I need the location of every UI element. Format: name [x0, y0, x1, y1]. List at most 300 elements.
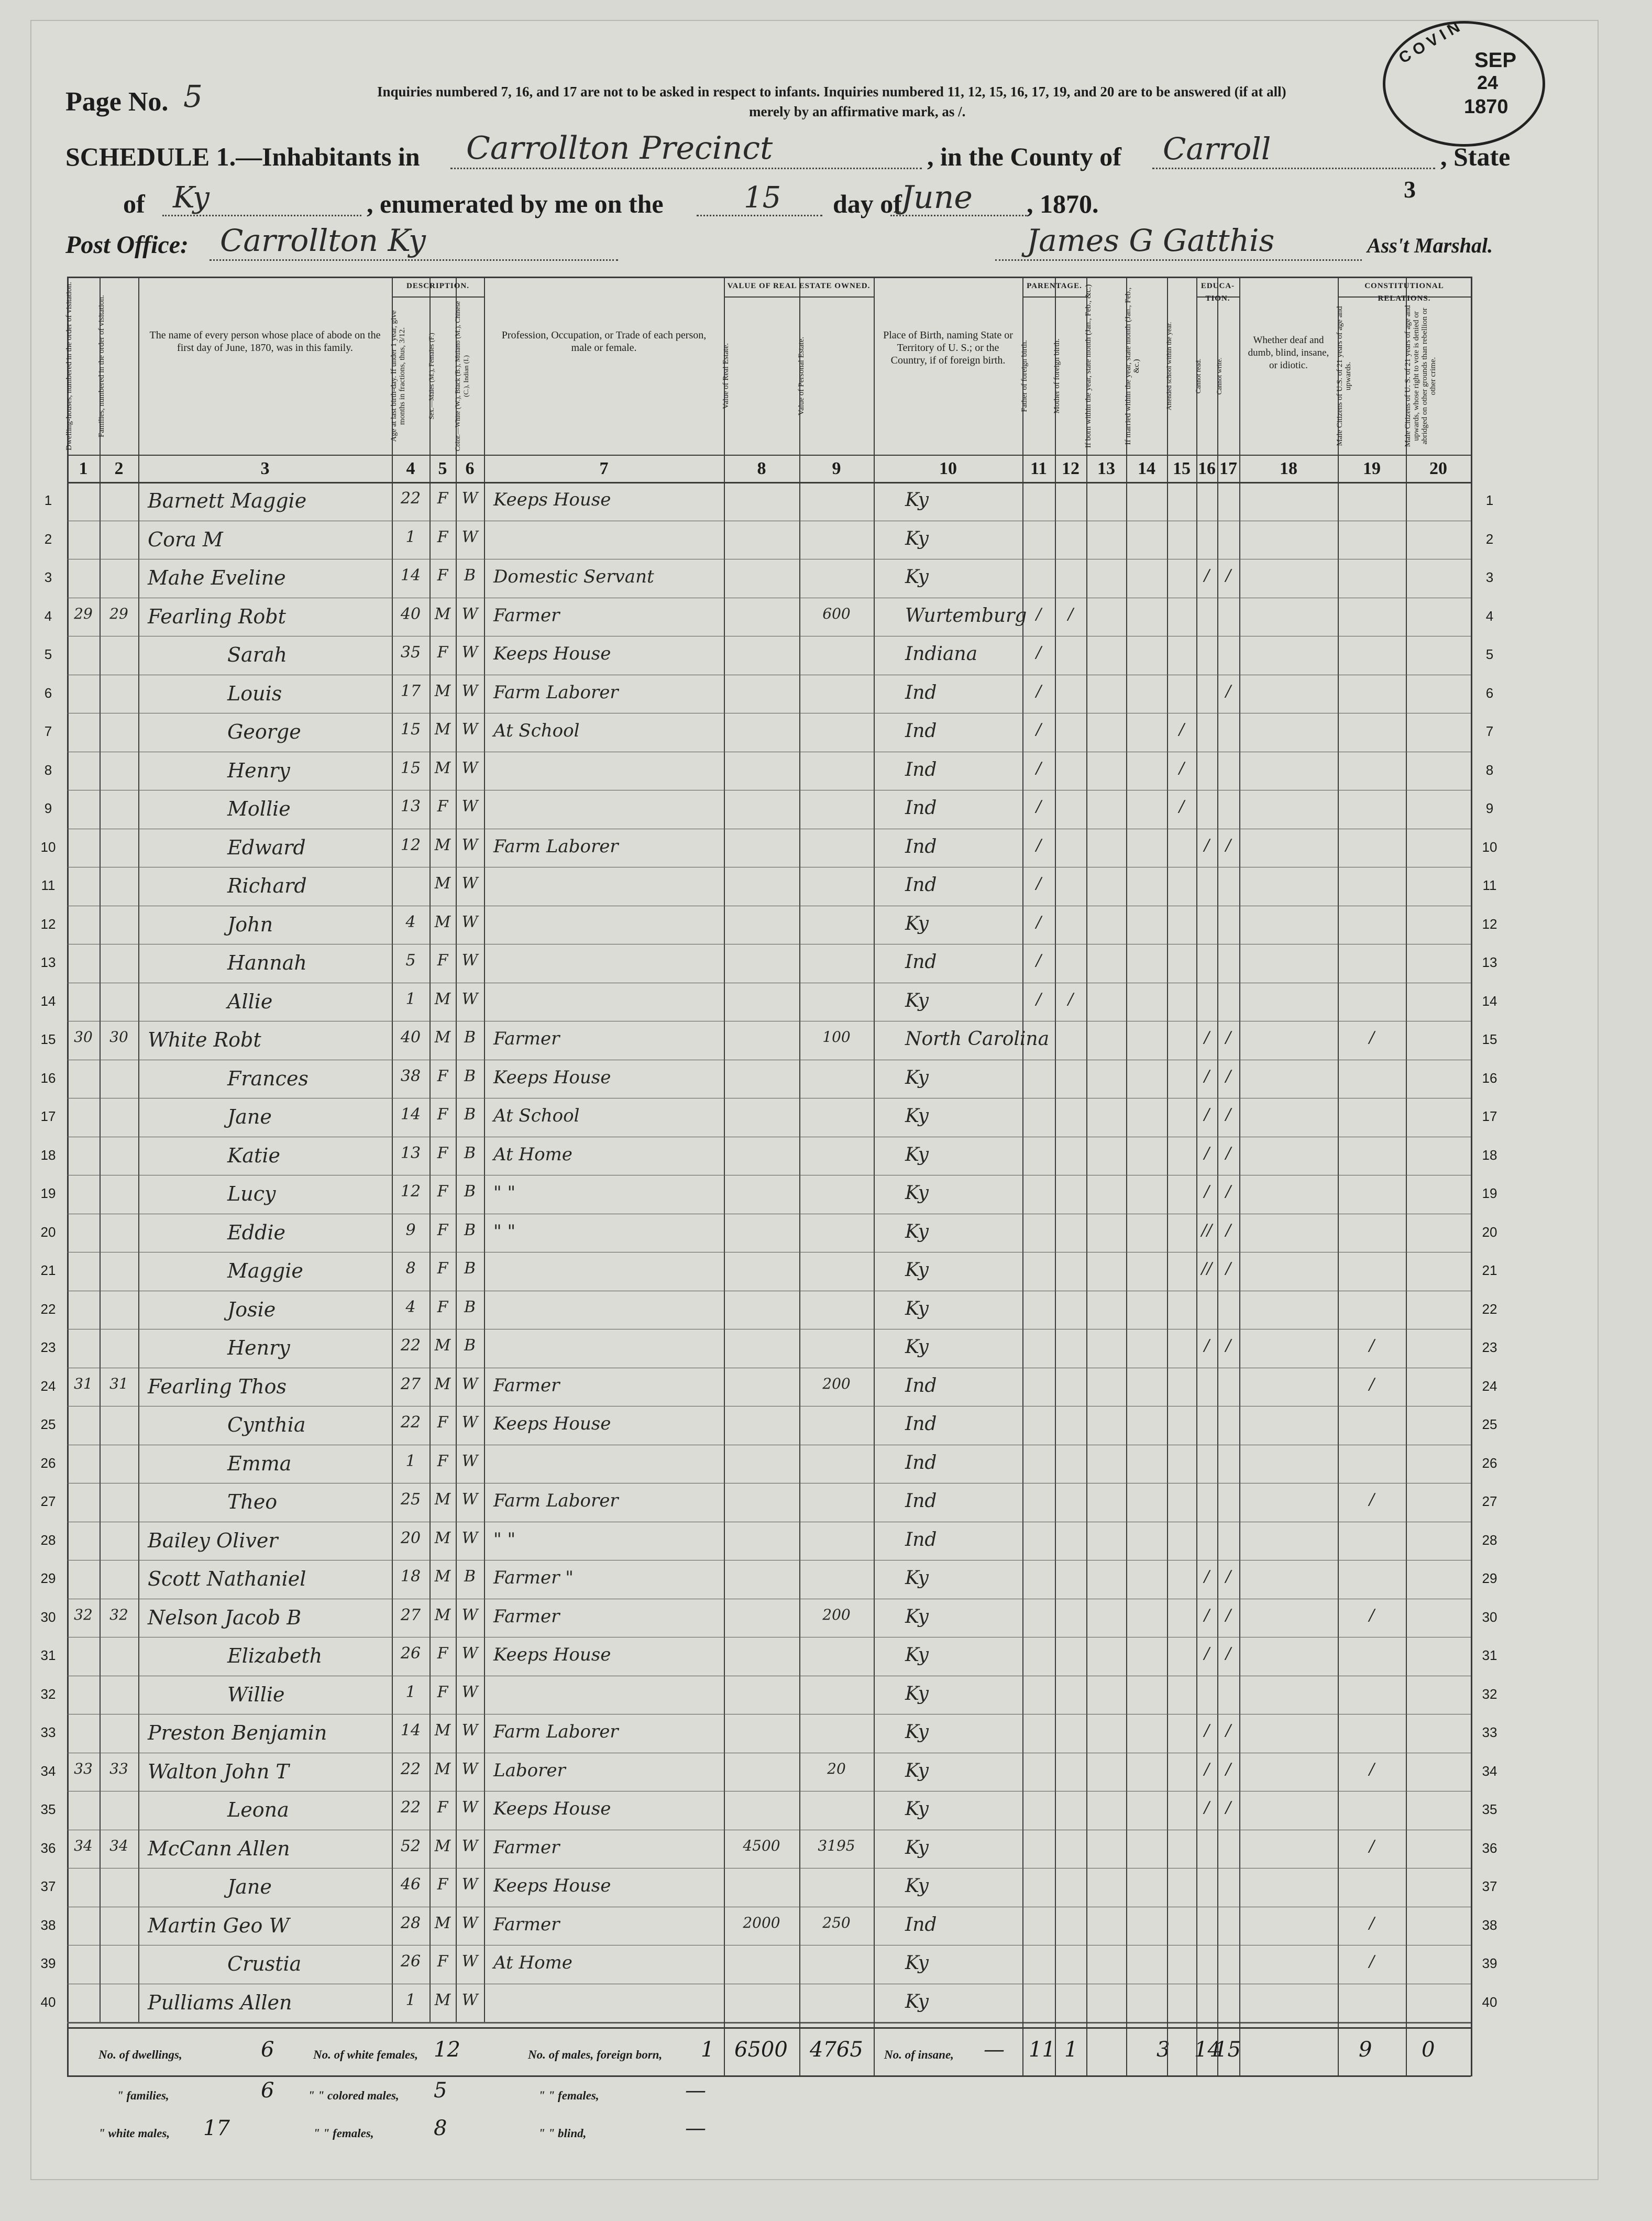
birthplace-value: Indiana: [905, 643, 978, 665]
cannot-read-mark: /: [1204, 1721, 1210, 1740]
row-number-right: 37: [1482, 1878, 1497, 1894]
sex-value: F: [437, 1875, 448, 1894]
total-white-females-label: No. of white females,: [313, 2048, 418, 2061]
column-rule: [1126, 277, 1127, 2022]
occupation-value: Keeps House: [493, 1644, 611, 1665]
column-number-16: 16: [1198, 459, 1216, 478]
birthplace-value: Ky: [905, 1221, 929, 1243]
total-col17-value: 15: [1214, 2038, 1241, 2062]
row-number-right: 13: [1482, 954, 1497, 970]
sex-value: F: [437, 1066, 448, 1085]
birthplace-value: Ky: [905, 912, 929, 934]
color-value: B: [464, 1066, 476, 1085]
column-header-c5: Sex.—Males (M.), Females (F.): [427, 333, 435, 420]
person-name: Lucy: [227, 1182, 276, 1205]
person-name: Walton John T: [148, 1760, 289, 1783]
male-citizen-mark: /: [1369, 1914, 1375, 1932]
dwelling-number: 33: [74, 1760, 93, 1777]
sex-value: M: [434, 1837, 451, 1855]
father-foreign-mark: /: [1036, 951, 1042, 970]
row-number-left: 32: [40, 1686, 56, 1702]
column-number-9: 9: [832, 459, 841, 478]
sex-value: F: [437, 1644, 448, 1663]
row-number-left: 33: [40, 1724, 56, 1740]
row-number-right: 26: [1482, 1455, 1497, 1471]
occupation-value: Farm Laborer: [493, 1721, 619, 1742]
person-name: Hannah: [227, 951, 307, 974]
total-dwellings-value: 6: [261, 2038, 274, 2062]
personal-estate-value: 200: [822, 1606, 851, 1623]
age-value: 22: [400, 1760, 421, 1778]
row-number-right: 4: [1485, 608, 1494, 624]
row-number-right: 14: [1482, 993, 1497, 1009]
row-number-right: 40: [1482, 1994, 1497, 2010]
person-name: Henry: [227, 758, 290, 782]
person-name: Preston Benjamin: [148, 1721, 327, 1744]
sex-value: F: [437, 566, 448, 585]
age-value: 9: [405, 1221, 416, 1239]
sex-value: M: [434, 1606, 451, 1624]
birthplace-value: Ind: [905, 1490, 937, 1512]
age-value: 14: [400, 566, 421, 585]
row-number-right: 19: [1482, 1185, 1497, 1201]
total-males-foreign-label: No. of males, foreign born,: [528, 2048, 663, 2061]
age-value: 1: [405, 527, 416, 546]
sex-value: M: [434, 604, 451, 623]
birthplace-value: Ky: [905, 1721, 929, 1743]
person-name: Bailey Oliver: [148, 1529, 278, 1552]
person-name: Martin Geo W: [148, 1914, 290, 1937]
birthplace-value: Ind: [905, 874, 937, 896]
row-number-right: 21: [1482, 1262, 1497, 1278]
person-name: Theo: [227, 1490, 278, 1513]
male-citizen-mark: /: [1369, 1336, 1375, 1355]
sex-value: M: [434, 1721, 451, 1740]
row-number-left: 5: [44, 646, 52, 662]
column-header-c13: If born within the year, state month (Jan., Feb., &c.): [1084, 284, 1093, 448]
total-col19-value: 9: [1359, 2038, 1372, 2062]
color-value: W: [461, 797, 478, 816]
age-value: 1: [405, 1452, 416, 1470]
birthplace-value: Ind: [905, 1452, 937, 1474]
birthplace-value: Ky: [905, 1567, 929, 1589]
cannot-write-mark: /: [1225, 835, 1231, 854]
row-number-left: 22: [40, 1301, 56, 1317]
totals-column-rule: [1055, 2022, 1056, 2076]
school-mark: /: [1179, 720, 1185, 739]
age-value: 22: [400, 489, 421, 508]
row-number-right: 7: [1485, 723, 1494, 739]
school-mark: /: [1179, 758, 1185, 777]
male-citizen-mark: /: [1369, 1606, 1375, 1624]
person-name: Henry: [227, 1336, 290, 1359]
sex-value: F: [437, 1259, 448, 1278]
birthplace-value: Ind: [905, 1529, 937, 1551]
birthplace-value: Ind: [905, 720, 937, 742]
sex-value: M: [434, 1028, 451, 1047]
column-number-19: 19: [1363, 459, 1381, 478]
row-number-left: 38: [40, 1917, 56, 1933]
total-colored-females-label: " " females,: [313, 2127, 374, 2140]
occupation-value: Farm Laborer: [493, 681, 619, 703]
sex-value: F: [437, 1221, 448, 1239]
sex-value: F: [437, 951, 448, 970]
row-number-right: 3: [1485, 569, 1494, 585]
row-number-right: 27: [1482, 1493, 1497, 1509]
total-dwellings-label: No. of dwellings,: [98, 2048, 182, 2061]
column-number-17: 17: [1219, 459, 1237, 478]
group-rule: [1022, 296, 1086, 298]
total-white-females-value: 12: [434, 2038, 460, 2062]
person-name: Sarah: [227, 643, 287, 666]
total-colored-males-value: 5: [434, 2079, 447, 2103]
row-number-left: 6: [44, 685, 52, 701]
age-value: 28: [400, 1914, 421, 1932]
row-number-right: 5: [1485, 646, 1494, 662]
age-value: 22: [400, 1336, 421, 1355]
sex-value: F: [437, 797, 448, 816]
occupation-value: Keeps House: [493, 1066, 611, 1088]
color-value: B: [464, 1298, 476, 1316]
row-number-right: 36: [1482, 1840, 1497, 1856]
age-value: 26: [400, 1952, 421, 1971]
color-value: W: [461, 720, 478, 739]
birthplace-value: Ind: [905, 835, 937, 857]
personal-estate-value: 250: [822, 1914, 851, 1931]
person-name: Cora M: [148, 527, 223, 551]
occupation-value: Farm Laborer: [493, 1490, 619, 1511]
father-foreign-mark: /: [1036, 835, 1042, 854]
column-header-c17: Cannot write.: [1215, 357, 1223, 395]
real-estate-value: 2000: [743, 1914, 780, 1931]
age-value: 40: [400, 604, 421, 623]
totals-column-rule: [799, 2022, 800, 2076]
column-number-5: 5: [438, 459, 447, 478]
total-families-label: " families,: [117, 2089, 169, 2102]
cannot-write-mark: /: [1225, 1182, 1231, 1201]
column-number-2: 2: [114, 459, 124, 478]
total-colored-males-label: " " colored males,: [308, 2089, 399, 2102]
cannot-write-mark: /: [1225, 1606, 1231, 1624]
birthplace-value: Ky: [905, 1606, 929, 1628]
table-bottom-rule: [67, 2075, 1471, 2077]
age-value: 38: [400, 1066, 421, 1085]
sex-value: M: [434, 1490, 451, 1509]
occupation-value: Farmer: [493, 1375, 560, 1396]
total-col16-value: 14: [1194, 2038, 1221, 2062]
sex-value: M: [434, 1914, 451, 1932]
color-value: B: [464, 1221, 476, 1239]
birthplace-value: Ky: [905, 1798, 929, 1820]
group-header-parentage: PARENTAGE.: [1027, 282, 1082, 290]
birthplace-value: Ky: [905, 1952, 929, 1974]
color-value: B: [464, 1259, 476, 1278]
color-value: B: [464, 1105, 476, 1124]
occupation-value: Farmer: [493, 1028, 560, 1049]
row-number-left: 11: [41, 877, 56, 893]
color-value: B: [464, 1182, 476, 1201]
cannot-write-mark: /: [1225, 1721, 1231, 1740]
age-value: 15: [400, 758, 421, 777]
column-rule: [1055, 277, 1056, 2022]
row-number-right: 39: [1482, 1955, 1497, 1971]
row-number-left: 4: [44, 608, 52, 624]
row-number-right: 24: [1482, 1378, 1497, 1394]
color-value: W: [461, 758, 478, 777]
dwelling-number: 32: [74, 1606, 93, 1623]
total-col11-value: 11: [1029, 2038, 1055, 2062]
father-foreign-mark: /: [1036, 681, 1042, 700]
person-name: Katie: [227, 1144, 280, 1167]
age-value: 13: [400, 797, 421, 816]
occupation-value: " ": [493, 1529, 516, 1550]
person-name: McCann Allen: [148, 1837, 290, 1860]
year-label: , 1870.: [1027, 189, 1099, 218]
age-value: 14: [400, 1105, 421, 1124]
age-value: 13: [400, 1144, 421, 1162]
color-value: B: [464, 1028, 476, 1047]
age-value: 40: [400, 1028, 421, 1047]
color-value: W: [461, 1721, 478, 1740]
color-value: B: [464, 1336, 476, 1355]
sex-value: F: [437, 1452, 448, 1470]
month-value: June: [901, 179, 973, 216]
birthplace-value: Ky: [905, 1144, 929, 1166]
person-name: Elizabeth: [227, 1644, 323, 1667]
column-header-c10: Place of Birth, naming State or Territory of U. S.; or the Country, if of foreign birth.: [883, 329, 1013, 366]
birthplace-value: North Carolina: [905, 1028, 1050, 1050]
cannot-write-mark: /: [1225, 1221, 1231, 1239]
color-value: W: [461, 1644, 478, 1663]
occupation-value: At Home: [493, 1952, 572, 1973]
birthplace-value: Ky: [905, 566, 929, 588]
column-header-c3: The name of every person whose place of abode on the first day of June, 1870, was in this family.: [149, 329, 381, 354]
total-personal-estate-value: 4765: [810, 2038, 863, 2062]
person-name: John: [227, 912, 273, 936]
cannot-write-mark: /: [1225, 1644, 1231, 1663]
occupation-value: Keeps House: [493, 1798, 611, 1819]
cannot-write-mark: /: [1225, 1567, 1231, 1586]
person-name: Leona: [227, 1798, 289, 1821]
row-number-right: 16: [1482, 1070, 1497, 1086]
row-number-right: 10: [1482, 839, 1497, 855]
age-value: 22: [400, 1413, 421, 1432]
sex-value: M: [434, 874, 451, 893]
color-value: B: [464, 1144, 476, 1162]
postmark-stamp: C O V I N SEP 24 1870: [1383, 21, 1545, 147]
page-number-value: 5: [183, 79, 203, 114]
occupation-value: " ": [493, 1221, 516, 1242]
family-number: 34: [109, 1837, 128, 1854]
group-rule: [392, 296, 484, 298]
row-number-left: 13: [40, 954, 56, 970]
male-citizen-mark: /: [1369, 1028, 1375, 1047]
post-office-value: Carrollton Ky: [220, 223, 426, 258]
row-number-right: 8: [1485, 762, 1494, 778]
post-office-label: Post Office:: [65, 231, 189, 259]
family-number: 29: [109, 604, 128, 622]
person-name: Fearling Thos: [148, 1375, 287, 1398]
column-rule: [724, 277, 725, 2022]
family-number: 33: [109, 1760, 128, 1777]
occupation-value: At School: [493, 1105, 580, 1126]
total-real-estate-value: 6500: [734, 2038, 788, 2062]
column-header-c14: If married within the year, state month (Jan., Feb., &c.): [1124, 287, 1141, 445]
column-rule: [1022, 277, 1023, 2022]
instructions-line-2: merely by an affirmative mark, as /.: [749, 104, 966, 119]
cannot-write-mark: /: [1225, 1259, 1231, 1278]
group-rule: [724, 296, 874, 298]
age-value: 27: [400, 1375, 421, 1393]
county-label: , in the County of: [927, 142, 1121, 171]
row-number-left: 29: [40, 1570, 56, 1586]
person-name: Crustia: [227, 1952, 302, 1975]
row-number-left: 39: [40, 1955, 56, 1971]
row-number-left: 27: [40, 1493, 56, 1509]
color-value: B: [464, 566, 476, 585]
male-citizen-mark: /: [1369, 1375, 1375, 1393]
sex-value: F: [437, 1144, 448, 1162]
color-value: W: [461, 912, 478, 931]
sheet-number: 3: [1404, 176, 1416, 203]
row-number-right: 32: [1482, 1686, 1497, 1702]
row-number-left: 36: [40, 1840, 56, 1856]
personal-estate-value: 100: [822, 1028, 851, 1046]
color-value: W: [461, 1914, 478, 1932]
mother-foreign-mark: /: [1067, 989, 1074, 1008]
row-number-left: 37: [40, 1878, 56, 1894]
occupation-value: Keeps House: [493, 1413, 611, 1434]
personal-estate-value: 600: [822, 604, 851, 622]
person-name: Emma: [227, 1452, 292, 1475]
row-number-right: 20: [1482, 1224, 1497, 1240]
total-foreign-females-label: " " females,: [538, 2089, 599, 2102]
father-foreign-mark: /: [1036, 758, 1042, 777]
color-value: W: [461, 1798, 478, 1817]
occupation-value: Farmer: [493, 604, 560, 626]
table-top-rule: [67, 277, 1471, 278]
age-value: 15: [400, 720, 421, 739]
age-value: 4: [405, 912, 416, 931]
state-label: , State: [1440, 142, 1511, 171]
father-foreign-mark: /: [1036, 797, 1042, 816]
cannot-write-mark: /: [1225, 1336, 1231, 1355]
total-insane-label: No. of insane,: [884, 2048, 954, 2061]
birthplace-value: Ky: [905, 989, 929, 1011]
color-value: W: [461, 1760, 478, 1778]
age-value: 14: [400, 1721, 421, 1740]
color-value: W: [461, 1991, 478, 2009]
occupation-value: Keeps House: [493, 643, 611, 664]
person-name: Josie: [227, 1298, 276, 1321]
totals-top-rule: [67, 2027, 1471, 2029]
sex-value: F: [437, 643, 448, 662]
row-number-left: 20: [40, 1224, 56, 1240]
total-blind-label: " " blind,: [538, 2127, 587, 2140]
person-name: Maggie: [227, 1259, 303, 1282]
row-number-right: 28: [1482, 1532, 1497, 1548]
column-number-rule: [67, 482, 1471, 483]
column-header-c2: Families, numbered in the order of visitation.: [97, 295, 106, 437]
occupation-value: Farmer: [493, 1606, 560, 1627]
cannot-read-mark: /: [1204, 566, 1210, 585]
row-number-right: 31: [1482, 1647, 1497, 1663]
birthplace-value: Ky: [905, 1644, 929, 1666]
person-name: Richard: [227, 874, 307, 897]
birthplace-value: Ky: [905, 1683, 929, 1705]
census-table: [40, 277, 1532, 2140]
row-number-left: 16: [40, 1070, 56, 1086]
column-header-c19: Male Citizens of U.S. of 21 years of age and upwards.: [1336, 306, 1352, 446]
occupation-value: At School: [493, 720, 580, 741]
row-number-left: 17: [40, 1108, 56, 1124]
total-colored-females-value: 8: [434, 2116, 447, 2140]
row-number-right: 25: [1482, 1416, 1497, 1432]
column-header-c8: Value of Real Estate.: [722, 343, 730, 409]
birthplace-value: Ky: [905, 1336, 929, 1358]
sex-value: M: [434, 989, 451, 1008]
male-citizen-mark: /: [1369, 1490, 1375, 1509]
cannot-read-mark: /: [1204, 1644, 1210, 1663]
birthplace-value: Ind: [905, 1914, 937, 1936]
color-value: W: [461, 1683, 478, 1701]
cannot-read-mark: /: [1204, 1798, 1210, 1817]
column-number-14: 14: [1138, 459, 1155, 478]
row-number-left: 7: [44, 723, 52, 739]
color-value: W: [461, 989, 478, 1008]
color-value: W: [461, 1875, 478, 1894]
cannot-read-mark: /: [1204, 1760, 1210, 1778]
father-foreign-mark: /: [1036, 989, 1042, 1008]
birthplace-value: Ky: [905, 527, 929, 549]
state-value: Ky: [173, 181, 210, 215]
cannot-read-mark: /: [1204, 1182, 1210, 1201]
person-name: Allie: [227, 989, 273, 1013]
column-header-c6: Color.—White (W.), Black (B.), Mulatto (M.), Chinese (C.), Indian (I.): [454, 301, 470, 452]
column-number-12: 12: [1062, 459, 1080, 478]
row-number-right: 11: [1482, 877, 1497, 893]
place-value: Carrollton Precinct: [466, 130, 773, 167]
assistant-marshal-label: Ass't Marshal.: [1367, 234, 1493, 257]
column-number-3: 3: [260, 459, 270, 478]
total-col12-value: 1: [1064, 2038, 1078, 2062]
row-number-left: 3: [44, 569, 52, 585]
occupation-value: Farmer ": [493, 1567, 574, 1588]
group-header-constitutional: CONSTITUTIONAL RELATIONS.: [1364, 282, 1444, 303]
person-name: Frances: [227, 1066, 309, 1090]
instructions-line-1: Inquiries numbered 7, 16, and 17 are not to be asked in respect to infants. Inquiries numbered 11, 12, 15, 16, 17, 19, and 20 are to be answered (if at all): [377, 84, 1286, 100]
column-rule: [874, 277, 875, 2022]
row-number-left: 12: [40, 916, 56, 932]
row-number-left: 30: [40, 1609, 56, 1625]
family-number: 30: [109, 1028, 128, 1046]
birthplace-value: Ky: [905, 1991, 929, 2013]
row-number-left: 25: [40, 1416, 56, 1432]
birthplace-value: Ky: [905, 1298, 929, 1320]
person-name: White Robt: [148, 1028, 261, 1051]
age-value: 25: [400, 1490, 421, 1509]
sex-value: F: [437, 1413, 448, 1432]
person-name: George: [227, 720, 301, 743]
total-col15-value: 3: [1157, 2038, 1170, 2062]
row-number-right: 33: [1482, 1724, 1497, 1740]
color-value: W: [461, 835, 478, 854]
row-number-right: 38: [1482, 1917, 1497, 1933]
cannot-read-mark: /: [1204, 1066, 1210, 1085]
person-name: Eddie: [227, 1221, 286, 1244]
totals-column-rule: [874, 2022, 875, 2076]
totals-column-rule: [1406, 2022, 1407, 2076]
